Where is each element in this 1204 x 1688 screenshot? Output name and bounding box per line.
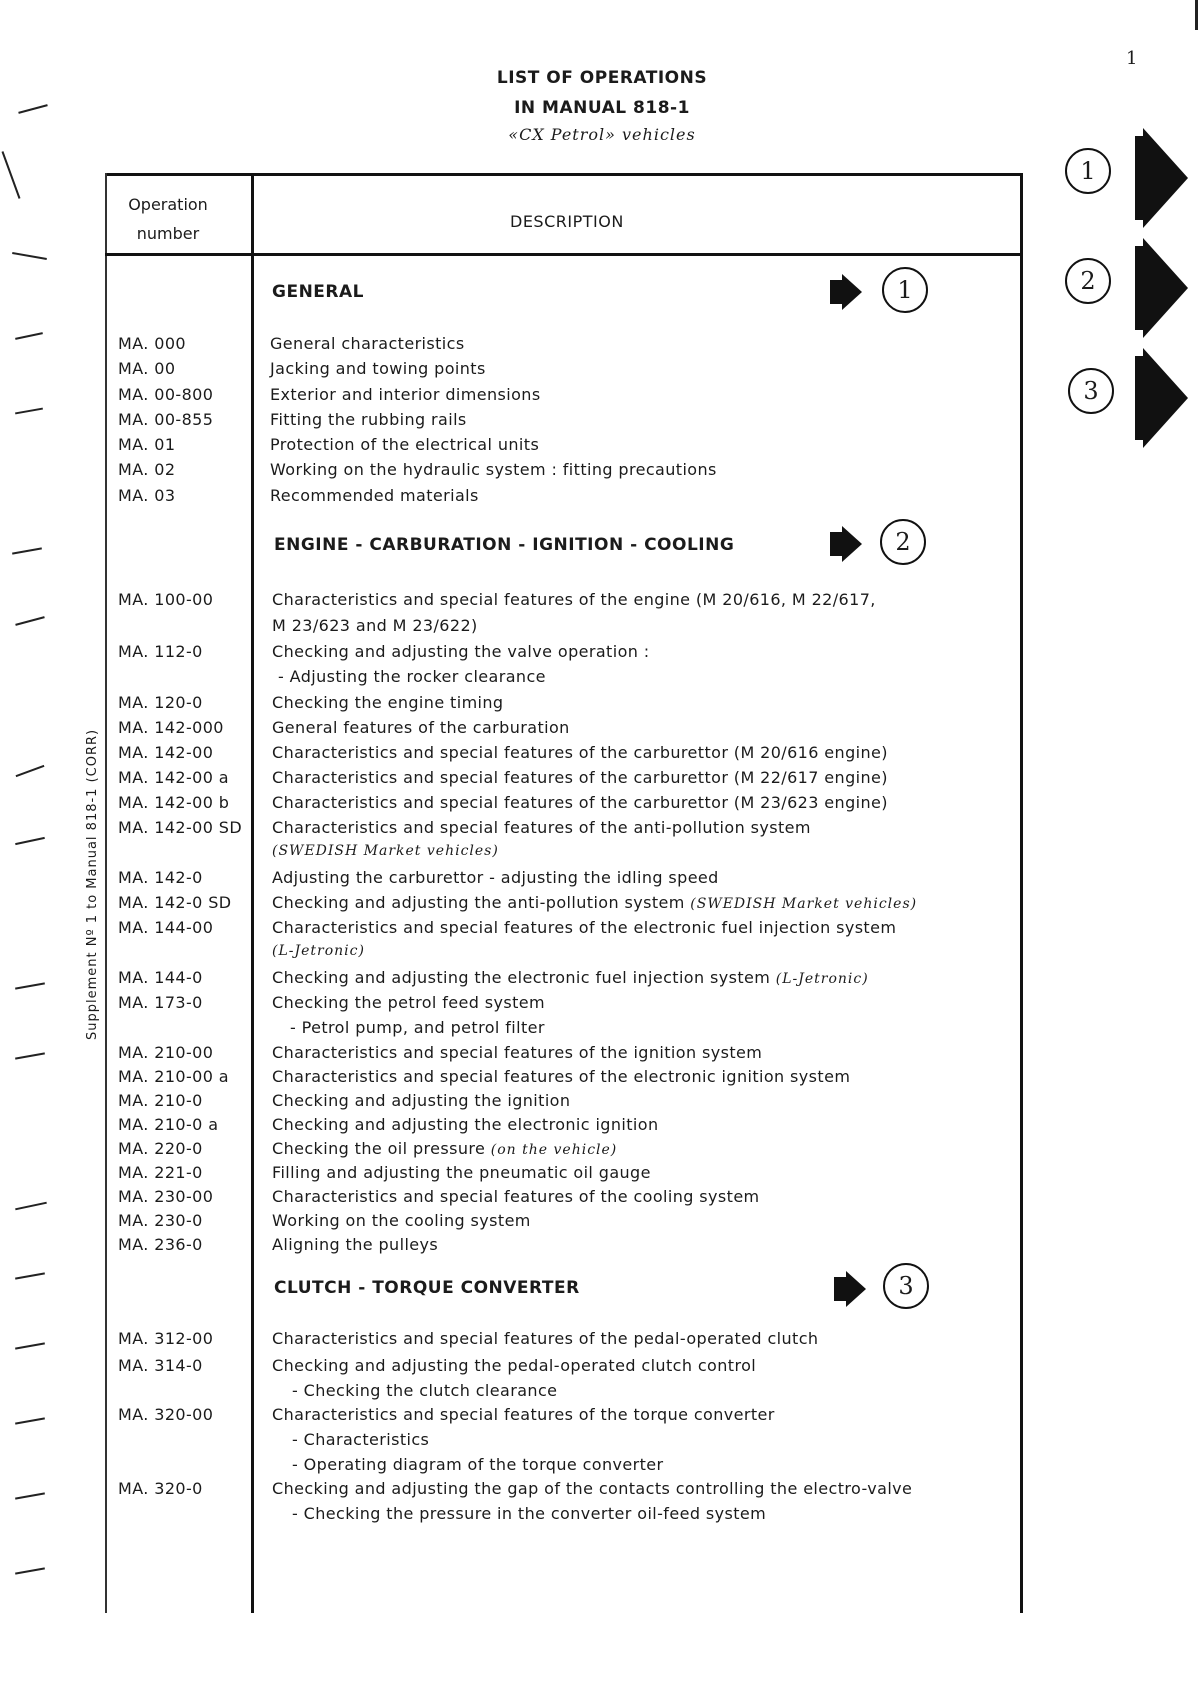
operation-description: Checking and adjusting the electronic ignition xyxy=(272,1115,659,1134)
operation-number: MA. 144-0 xyxy=(118,968,203,987)
operation-description: Characteristics and special features of the anti-pollution system xyxy=(272,818,811,837)
section-marker: 2 xyxy=(880,519,926,565)
operation-number: MA. 312-00 xyxy=(118,1329,214,1348)
table-top-rule xyxy=(105,173,1023,176)
operation-number: MA. 236-0 xyxy=(118,1235,203,1254)
operation-number: MA. 144-00 xyxy=(118,918,214,937)
operation-description xyxy=(272,1139,617,1158)
side-arrow-2-icon xyxy=(1143,238,1188,338)
operation-description: Working on the hydraulic system : fitting precautions xyxy=(270,460,717,479)
operation-description-text: Checking and adjusting the electronic fuel injection system xyxy=(272,968,771,987)
operation-description: Checking and adjusting the valve operation : xyxy=(272,642,650,661)
operation-description: Characteristics and special features of the carburettor (M 23/623 engine) xyxy=(272,793,888,812)
operation-number: MA. 230-0 xyxy=(118,1211,203,1230)
operation-description: Filling and adjusting the pneumatic oil gauge xyxy=(272,1163,651,1182)
section-title-engine: ENGINE - CARBURATION - IGNITION - COOLING xyxy=(274,535,735,555)
section-arrow-icon xyxy=(846,1271,866,1307)
section-arrow-icon xyxy=(842,526,862,562)
operation-description: Characteristics and special features of the pedal-operated clutch xyxy=(272,1329,819,1348)
operation-number: MA. 210-0 a xyxy=(118,1115,219,1134)
operation-number: MA. 142-0 xyxy=(118,868,203,887)
operation-description-cont: (SWEDISH Market vehicles) xyxy=(272,843,499,859)
operation-number: MA. 314-0 xyxy=(118,1356,203,1375)
operation-number: MA. 03 xyxy=(118,486,176,505)
operation-number: MA. 221-0 xyxy=(118,1163,203,1182)
operation-description-cont: - Checking the clutch clearance xyxy=(292,1381,558,1400)
operation-description: Checking the petrol feed system xyxy=(272,993,546,1012)
operation-description-text: Checking the oil pressure xyxy=(272,1139,486,1158)
operation-description: Characteristics and special features of the ignition system xyxy=(272,1043,763,1062)
operation-description-text: Checking and adjusting the anti-pollution system xyxy=(272,893,685,912)
operation-number: MA. 100-00 xyxy=(118,590,214,609)
operation-description-cont: - Adjusting the rocker clearance xyxy=(278,667,546,686)
operation-description: Checking and adjusting the ignition xyxy=(272,1091,571,1110)
operation-description: General characteristics xyxy=(270,334,465,353)
section-title-general: GENERAL xyxy=(272,282,364,302)
operation-number: MA. 210-00 a xyxy=(118,1067,230,1086)
page-subtitle: «CX Petrol» vehicles xyxy=(508,125,696,144)
operation-description: Checking and adjusting the pedal-operated clutch control xyxy=(272,1356,757,1375)
side-arrow-3-icon xyxy=(1143,348,1188,448)
operation-number: MA. 220-0 xyxy=(118,1139,203,1158)
operation-number: MA. 01 xyxy=(118,435,176,454)
operation-description: Characteristics and special features of the carburettor (M 22/617 engine) xyxy=(272,768,888,787)
operation-description: Checking the engine timing xyxy=(272,693,504,712)
section-marker: 3 xyxy=(883,1263,929,1309)
page-title: LIST OF OPERATIONS xyxy=(496,68,708,88)
side-marker-3: 3 xyxy=(1068,368,1114,414)
operation-description-cont: - Characteristics xyxy=(292,1430,430,1449)
operation-number: MA. 02 xyxy=(118,460,176,479)
side-arrow-1-icon xyxy=(1143,128,1188,228)
operation-description-note: (L-Jetronic) xyxy=(775,971,869,987)
operation-number: MA. 320-0 xyxy=(118,1479,203,1498)
operation-number: MA. 000 xyxy=(118,334,186,353)
operation-description: Recommended materials xyxy=(270,486,479,505)
section-marker: 1 xyxy=(882,267,928,313)
operation-description: Aligning the pulleys xyxy=(272,1235,439,1254)
operation-number: MA. 320-00 xyxy=(118,1405,214,1424)
operation-number: MA. 230-00 xyxy=(118,1187,214,1206)
table-header-rule xyxy=(105,253,1023,256)
operation-description: Characteristics and special features of the electronic fuel injection system xyxy=(272,918,897,937)
operation-number: MA. 142-00 SD xyxy=(118,818,243,837)
table-right-rule xyxy=(1020,173,1023,1613)
operation-description-cont: - Petrol pump, and petrol filter xyxy=(290,1018,545,1037)
operation-description: Characteristics and special features of the electronic ignition system xyxy=(272,1067,851,1086)
side-marker-2: 2 xyxy=(1065,258,1111,304)
operation-number: MA. 00 xyxy=(118,359,176,378)
operation-description xyxy=(272,893,917,912)
operation-description: Jacking and towing points xyxy=(270,359,486,378)
operation-number: MA. 142-00 a xyxy=(118,768,230,787)
operation-description: Protection of the electrical units xyxy=(270,435,540,454)
operation-number: MA. 142-000 xyxy=(118,718,224,737)
side-label: Supplement Nº 1 to Manual 818-1 (CORR) xyxy=(85,728,100,1040)
operation-description xyxy=(272,968,869,987)
operation-number: MA. 142-00 b xyxy=(118,793,230,812)
operation-description: Characteristics and special features of the carburettor (M 20/616 engine) xyxy=(272,743,888,762)
page-number: 1 xyxy=(1126,48,1138,69)
table-left-rule xyxy=(105,173,107,1613)
operation-number: MA. 142-0 SD xyxy=(118,893,232,912)
table-column-divider xyxy=(251,173,254,1613)
section-title-clutch: CLUTCH - TORQUE CONVERTER xyxy=(274,1278,580,1298)
operation-number: MA. 00-855 xyxy=(118,410,214,429)
operation-description: Characteristics and special features of the torque converter xyxy=(272,1405,775,1424)
operation-description: Exterior and interior dimensions xyxy=(270,385,541,404)
operation-number: MA. 210-00 xyxy=(118,1043,214,1062)
section-arrow-icon xyxy=(842,274,862,310)
page-title-line2: IN MANUAL 818-1 xyxy=(514,98,690,118)
operation-description-cont: (L-Jetronic) xyxy=(272,943,365,959)
operation-description: Working on the cooling system xyxy=(272,1211,531,1230)
operation-number: MA. 00-800 xyxy=(118,385,214,404)
side-marker-1: 1 xyxy=(1065,148,1111,194)
column-header-operation: Operation number xyxy=(128,195,208,243)
operation-description-cont: - Checking the pressure in the converter oil-feed system xyxy=(292,1504,767,1523)
operation-description: Characteristics and special features of the cooling system xyxy=(272,1187,760,1206)
operation-description-note: (SWEDISH Market vehicles) xyxy=(690,896,918,912)
operation-description: Characteristics and special features of the engine (M 20/616, M 22/617, xyxy=(272,590,876,609)
operation-number: MA. 112-0 xyxy=(118,642,203,661)
operation-number: MA. 142-00 xyxy=(118,743,214,762)
operation-description-cont: - Operating diagram of the torque converter xyxy=(292,1455,664,1474)
operation-description: General features of the carburation xyxy=(272,718,570,737)
operation-description-cont: M 23/623 and M 23/622) xyxy=(272,616,478,635)
column-header-description: DESCRIPTION xyxy=(510,212,624,231)
operation-number: MA. 210-0 xyxy=(118,1091,203,1110)
operation-number: MA. 173-0 xyxy=(118,993,203,1012)
operation-description: Adjusting the carburettor - adjusting the idling speed xyxy=(272,868,719,887)
operation-description-note: (on the vehicle) xyxy=(490,1142,618,1158)
operation-description: Fitting the rubbing rails xyxy=(270,410,467,429)
operation-number: MA. 120-0 xyxy=(118,693,203,712)
operation-description: Checking and adjusting the gap of the contacts controlling the electro-valve xyxy=(272,1479,913,1498)
